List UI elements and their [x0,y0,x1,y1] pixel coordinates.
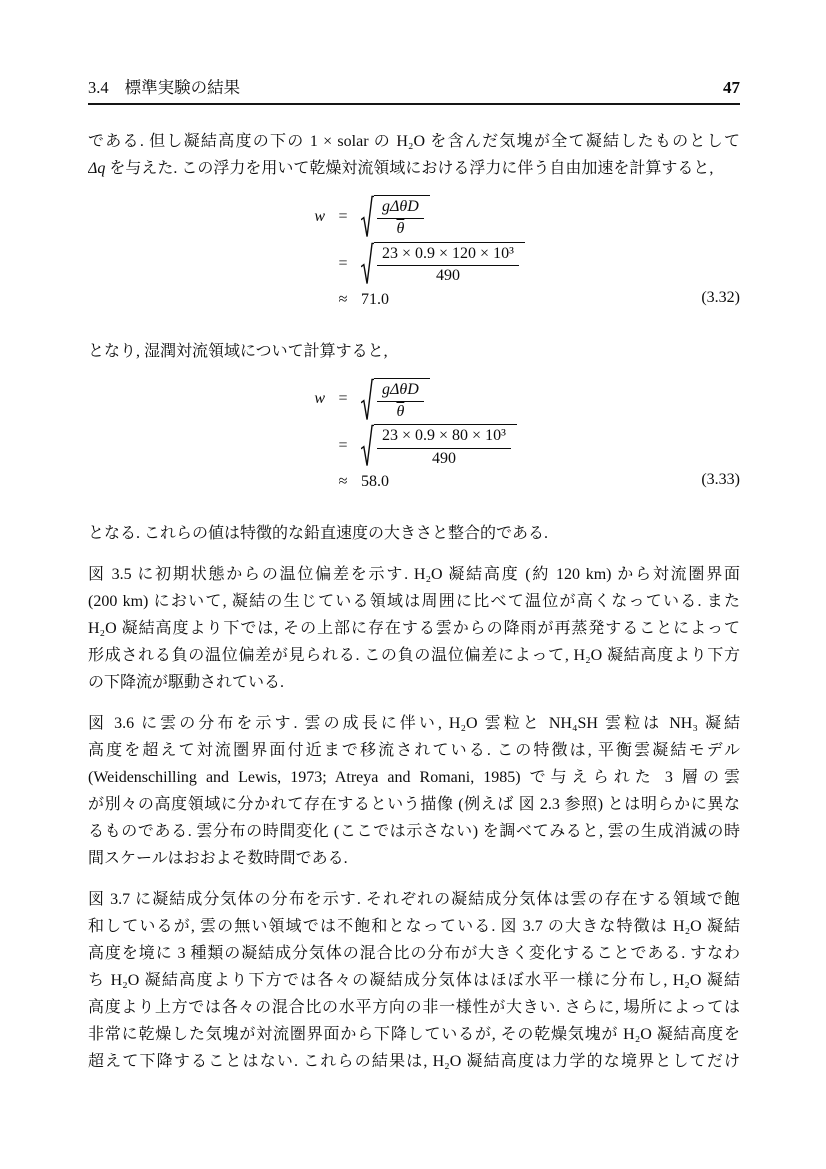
text-line: ち H₂O 凝結高度より下方では各々の凝結成分気体はほぼ水平一様に分布し, H₂O 凝結 [88,972,740,990]
text-line: である. 但し凝結高度の下の 1 × solar の H₂O を含んだ気塊が全て凝結したものとして [88,133,740,150]
fraction-denominator: θ [377,218,424,238]
radical-icon [361,195,374,239]
section-title: 標準実験の結果 [124,78,241,97]
equation-row-numeric [303,242,740,286]
radical-icon [361,424,374,468]
fraction-denominator: 490 [377,265,519,285]
text-line: 間スケールはおおよそ数時間である. [88,850,348,868]
equation-number: (3.32) [701,288,740,306]
text-line: が別々の高度領域に分かれて存在するという描像 (例えば 図 2.3 参照) とは明らかに異な [88,796,740,814]
page-header [88,74,740,105]
equation-row-numeric [303,424,740,468]
text-line: 非常に乾燥した気塊が対流圏界面から下降しているが, その乾燥気塊が H₂O 凝結高度を [88,1026,740,1044]
square-root [361,195,430,239]
square-root [361,378,430,422]
page-number: 47 [723,78,740,97]
square-root [361,424,517,468]
paragraph-fig3-5 [88,561,740,696]
equation-row-result [303,289,740,311]
fraction-numerator: 23 × 0.9 × 120 × 10³ [382,244,514,262]
text-line: 図 3.6 に雲の分布を示す. 雲の成長に伴い, H₂O 雲粒と NH₄SH 雲粒は NH₃ 凝結 [88,715,740,733]
equation-row-symbolic [303,195,740,239]
equation-number: (3.33) [701,471,740,489]
text-line: の下降流が駆動されている. [88,674,285,692]
fraction-denominator: 490 [377,448,511,468]
text-line: 高度を超えて対流圏界面付近まで移流されている. この特徴は, 平衡雲凝結モデル [88,742,740,760]
equals-sign: = [338,207,348,225]
text-line: るものである. 雲分布の時間変化 (ここでは示さない) を調べてみると, 雲の生成消滅の時 [88,823,740,841]
radical-icon [361,378,374,422]
text-run: を与えた. この浮力を用いて乾燥対流領域における浮力に伴う自由加速を計算すると, [105,160,714,177]
fraction-numerator: gΔθD [382,198,419,215]
text-line [88,155,740,182]
square-root [361,242,525,286]
equals-sign: = [338,437,348,455]
fraction-numerator: gΔθD [382,380,419,398]
text-line: となり, 湿潤対流領域について計算すると, [88,342,388,360]
text-line: 図 3.7 に凝結成分気体の分布を示す. それぞれの凝結成分気体は雲の存在する領域で飽 [88,891,740,909]
equals-sign: = [338,390,348,408]
equation-result: 58.0 [361,473,389,491]
equals-sign: = [338,254,348,272]
text-line: (Weidenschilling and Lewis, 1973; Atreya and Romani, 1985) で与えられた 3 層の雲 [88,769,740,787]
fraction [377,198,424,239]
equation-row-result [303,471,740,493]
paragraph-fig3-7 [88,886,740,1075]
approx-sign: ≈ [338,473,348,491]
fraction [377,381,424,422]
equation-lhs: w [314,207,325,225]
text-line: となる. これらの値は特徴的な鉛直速度の大きさと整合的である. [88,525,549,543]
text-line: 超えて下降することはない. これらの結果は, H₂O 凝結高度は力学的な境界としてだけ [88,1053,740,1071]
math-variable: Δq [88,160,106,177]
text-line: 高度より上方では各々の混合比の水平方向の非一様性が大きい. さらに, 場所によっては [88,999,740,1017]
fraction [377,427,511,468]
text-line: H₂O 凝結高度より下では, その上部に存在する雲からの降雨が再蒸発することによって [88,620,740,638]
paragraph-fig3-6 [88,710,740,872]
text-line: 高度を境に 3 種類の凝結成分気体の混合比の分布が大きく変化することである. すなわ [88,945,740,963]
section-number: 3.4 [88,78,109,97]
equation-result: 71.0 [361,290,389,308]
text-line: 図 3.5 に初期状態からの温位偏差を示す. H₂O 凝結高度 (約 120 km) から対流圏界面 [88,566,740,584]
equation-row-symbolic [303,378,740,422]
radical-icon [361,242,374,286]
text-line: 形成される負の温位偏差が見られる. この負の温位偏差によって, H₂O 凝結高度より下方 [88,647,740,665]
equation-3-32 [303,195,740,311]
text-line: 和しているが, 雲の無い領域では不飽和となっている. 図 3.7 の大きな特徴は H₂O 凝結 [88,918,740,936]
approx-sign: ≈ [338,290,348,308]
equation-lhs: w [314,390,325,408]
fraction [377,245,519,286]
fraction-numerator: 23 × 0.9 × 80 × 10³ [382,427,506,445]
text-line: (200 km) において, 凝結の生じている領域は周囲に比べて温位が高くなっている. また [88,593,740,611]
paragraph-intro [88,128,740,182]
fraction-denominator: θ [377,401,424,421]
equation-3-33 [303,378,740,494]
